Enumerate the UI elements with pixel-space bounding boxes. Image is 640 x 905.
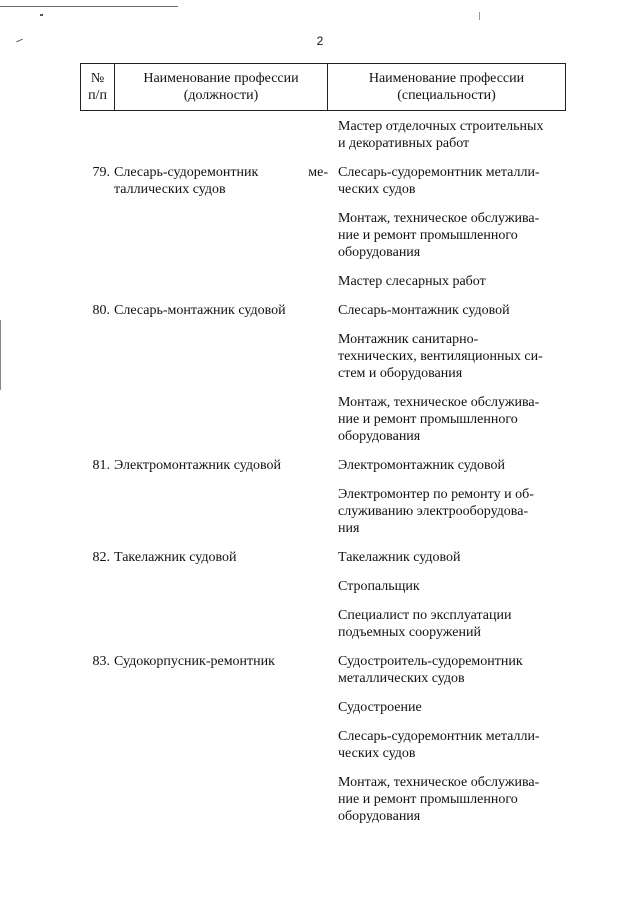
- specialty-item: Стропальщик: [338, 579, 420, 594]
- specialty-item: Слесарь-судоремонтник металли- ческих судов: [338, 165, 540, 197]
- specialty-item: Электромонтажник судовой: [338, 458, 505, 473]
- specialty-item: Слесарь-монтажник судовой: [338, 303, 510, 318]
- profession-position-name: [114, 457, 328, 474]
- header-profession-specialty-column: Наименование профессии (специальности): [368, 71, 525, 103]
- specialty-item: Специалист по эксплуатации подъемных сооружений: [338, 608, 512, 640]
- specialty-item: Электромонтер по ремонту и об- служиванию электрооборудова- ния: [338, 487, 534, 536]
- profession-position-name: [114, 302, 328, 319]
- scan-artifact-dot: [40, 14, 43, 16]
- row-number: 83.: [92, 654, 110, 669]
- specialty-item: Судостроитель-судоремонтник металлических судов: [338, 654, 523, 686]
- profession-position-cell: [80, 152, 328, 198]
- profession-position-name: [114, 164, 328, 198]
- profession-name-text: Судокорпусник-ремонтник: [114, 654, 275, 669]
- profession-specialty-cell: [338, 641, 566, 825]
- row-number: 79.: [92, 165, 110, 180]
- header-number-column: № п/п: [81, 64, 115, 110]
- profession-name-line: [114, 653, 328, 670]
- page-number: 2: [316, 34, 324, 48]
- profession-name-text: таллических судов: [114, 182, 226, 197]
- profession-specialty-cell: [338, 537, 566, 641]
- profession-name-text: Слесарь-монтажник судовой: [114, 303, 286, 318]
- specialty-item: Монтаж, техническое обслужива- ние и ремонт промышленного оборудования: [338, 395, 540, 444]
- profession-name-line: [114, 457, 328, 474]
- profession-position-cell: [80, 641, 328, 670]
- header-profession-position-column: Наименование профессии (должности): [115, 64, 328, 110]
- table-row: [80, 118, 566, 152]
- profession-name-line: [114, 549, 328, 566]
- row-number: 80.: [92, 303, 110, 318]
- specialty-item: Монтаж, техническое обслужива- ние и ремонт промышленного оборудования: [338, 775, 540, 824]
- specialty-item: Слесарь-судоремонтник металли- ческих судов: [338, 729, 540, 761]
- table-row: [80, 152, 566, 290]
- table-header: [80, 63, 566, 111]
- profession-position-name: [114, 549, 328, 566]
- profession-name-line: [114, 302, 328, 319]
- profession-position-name: [114, 653, 328, 670]
- table-row: [80, 537, 566, 641]
- specialty-item: Судостроение: [338, 700, 422, 715]
- table-row: [80, 290, 566, 445]
- profession-specialty-cell: [338, 290, 566, 445]
- profession-specialty-cell: [338, 152, 566, 290]
- profession-specialty-cell: [338, 118, 566, 152]
- scan-artifact-line: [0, 6, 178, 7]
- table-row: [80, 445, 566, 537]
- profession-name-text: Электромонтажник судовой: [114, 458, 281, 473]
- profession-position-cell: [80, 290, 328, 319]
- specialty-item: Монтаж, техническое обслужива- ние и ремонт промышленного оборудования: [338, 211, 540, 260]
- specialty-item: Такелажник судовой: [338, 550, 461, 565]
- profession-name-text: Такелажник судовой: [114, 550, 237, 565]
- profession-position-cell: [80, 445, 328, 474]
- profession-specialty-cell: [338, 445, 566, 537]
- scan-artifact-tick: [479, 12, 480, 20]
- specialty-item: Мастер отделочных строительных и декоративных работ: [338, 119, 544, 151]
- profession-list: [80, 118, 566, 825]
- table-row: [80, 641, 566, 825]
- profession-name-line: [114, 181, 328, 198]
- specialty-item: Монтажник санитарно- технических, вентиляционных си- стем и оборудования: [338, 332, 543, 381]
- row-number: 82.: [92, 550, 110, 565]
- profession-name-hyphen-part: ме-: [308, 165, 328, 180]
- specialty-item: Мастер слесарных работ: [338, 274, 486, 289]
- profession-name-line: [114, 164, 328, 181]
- row-number: 81.: [92, 458, 110, 473]
- scan-artifact-edge: [0, 320, 1, 390]
- profession-name-text: Слесарь-судоремонтник: [114, 165, 259, 180]
- profession-position-cell: [80, 537, 328, 566]
